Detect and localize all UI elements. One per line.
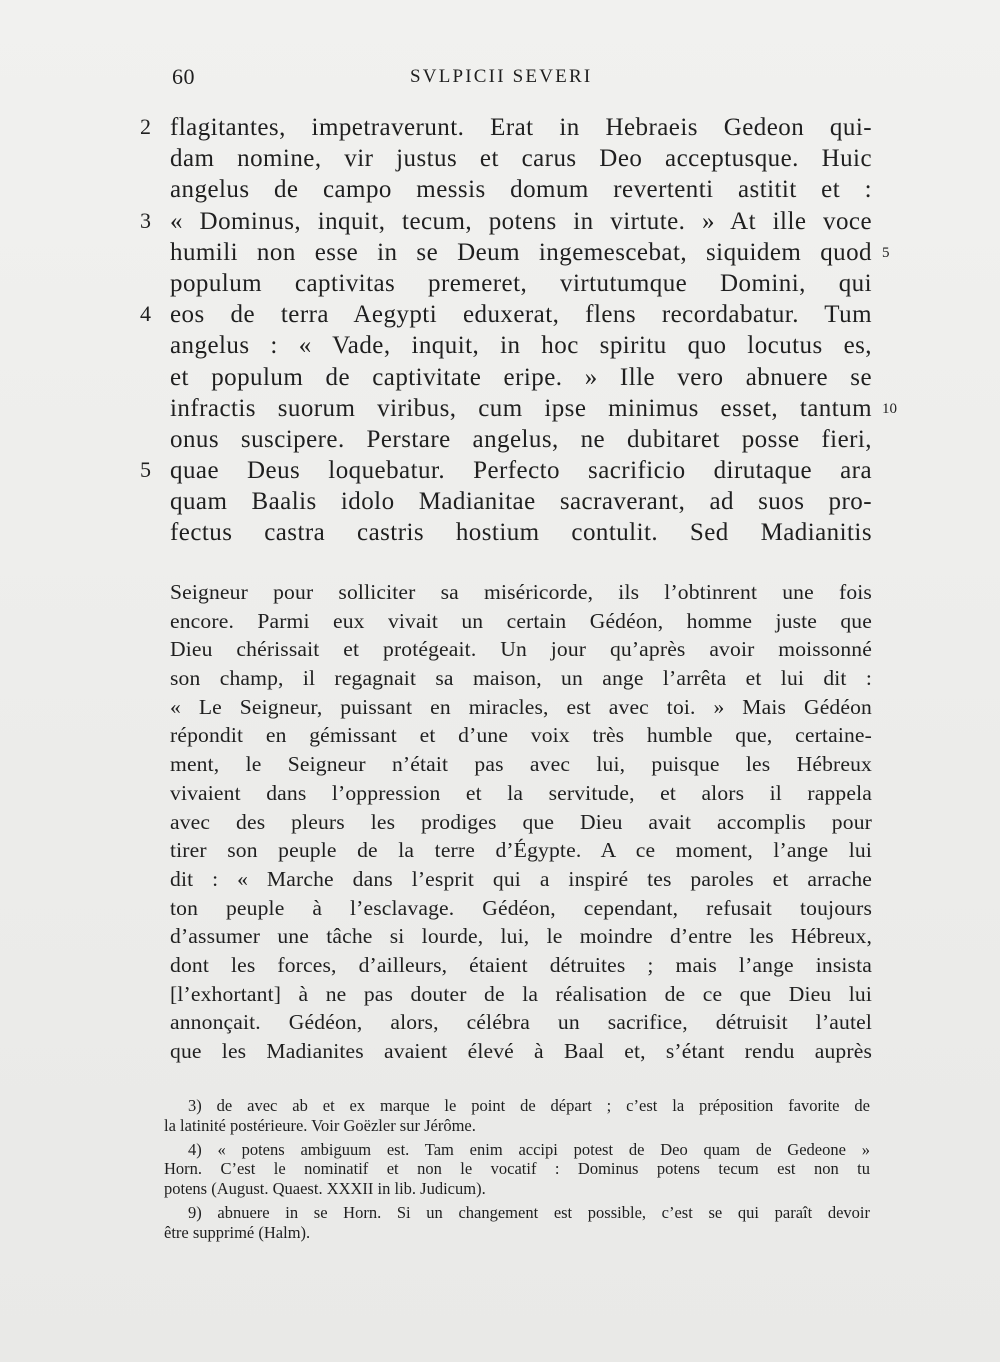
- french-line: annonçait. Gédéon, alors, célébra un sacrifice, détruisit l’autel: [170, 1010, 872, 1035]
- french-translation: [170, 578, 872, 1066]
- latin-line-text: quam Baalis idolo Madianitae sacraverant, ad suos pro-: [170, 488, 872, 516]
- latin-line-text: populum captivitas premeret, virtutumque Domini, qui: [170, 269, 872, 297]
- latin-line: [140, 112, 910, 143]
- french-line: dont les forces, d’ailleurs, étaient détruites ; mais l’ange insista: [170, 952, 872, 977]
- french-line: ton peuple à l’esclavage. Gédéon, cependant, refusait toujours: [170, 895, 872, 920]
- latin-line-text: et populum de captivitate eripe. » Ille vero abnuere se: [170, 363, 872, 391]
- latin-line-text: angelus de campo messis domum revertenti astitit et :: [170, 176, 872, 204]
- french-line: encore. Parmi eux vivait un certain Gédéon, homme juste que: [170, 608, 872, 633]
- latin-line: [140, 143, 910, 174]
- latin-line: [140, 486, 910, 517]
- latin-line: [140, 174, 910, 205]
- section-number: 2: [140, 114, 151, 139]
- french-line: [l’exhortant] à ne pas douter de la réalisation de ce que Dieu lui: [170, 981, 872, 1006]
- french-line: que les Madianites avaient élevé à Baal et, s’étant rendu auprès: [170, 1039, 872, 1063]
- french-line: tirer son peuple de la terre d’Égypte. A ce moment, l’ange lui: [170, 838, 872, 863]
- french-line: avec des pleurs les prodiges que Dieu avait accomplis pour: [170, 809, 872, 834]
- latin-line-text: eos de terra Aegypti eduxerat, flens recordabatur. Tum: [170, 301, 872, 329]
- section-number: 3: [140, 207, 151, 233]
- footnote-3: [164, 1096, 870, 1136]
- latin-line: [140, 393, 910, 424]
- line-number: 5: [882, 244, 890, 261]
- running-title: SVLPICII SEVERI: [410, 66, 593, 87]
- footnote-line: potens (August. Quaest. XXXII in lib. Judicum).: [164, 1179, 486, 1199]
- page-number: 60: [172, 64, 195, 89]
- french-line: Seigneur pour solliciter sa miséricorde, ils l’obtinrent une fois: [170, 580, 872, 604]
- latin-line: [140, 206, 910, 237]
- french-line: répondit en gémissant et d’une voix très humble que, certaine-: [170, 723, 872, 748]
- page-header: [172, 64, 872, 94]
- latin-line: [140, 299, 910, 330]
- footnote-4: [164, 1140, 870, 1199]
- latin-line-text: onus suscipere. Perstare angelus, ne dubitaret posse fieri,: [170, 425, 872, 453]
- footnote-line: Horn. C’est le nominatif et non le vocatif : Dominus potens tecum est non tu: [164, 1159, 870, 1179]
- line-number: 10: [882, 400, 897, 417]
- latin-line: [140, 268, 910, 299]
- footnote-line: 4) « potens ambiguum est. Tam enim accipi potest de Deo quam de Gedeone »: [188, 1139, 870, 1159]
- french-line: vivaient dans l’oppression et la servitude, et alors il rappela: [170, 780, 872, 805]
- french-line: son champ, il regagnait sa maison, un ange l’arrêta et lui dit :: [170, 666, 872, 691]
- footnote-line: 3) de avec ab et ex marque le point de départ ; c’est la préposition favorite de: [188, 1096, 870, 1115]
- french-line: ment, le Seigneur n’était pas avec lui, puisque les Hébreux: [170, 752, 872, 777]
- french-line: d’assumer une tâche si lourde, lui, le moindre d’entre les Hébreux,: [170, 924, 872, 949]
- latin-line: [140, 424, 910, 455]
- footnotes: [164, 1096, 870, 1247]
- footnote-line: être supprimé (Halm).: [164, 1222, 311, 1242]
- footnote-line: la latinité postérieure. Voir Goëzler sur Jérôme.: [164, 1115, 476, 1135]
- latin-line: [140, 362, 910, 393]
- latin-line: [140, 517, 910, 548]
- latin-line: [140, 330, 910, 361]
- latin-line: [140, 237, 910, 268]
- latin-line-text: dam nomine, vir justus et carus Deo acceptusque. Huic: [170, 145, 872, 173]
- latin-line-text: angelus : « Vade, inquit, in hoc spiritu quo locutus es,: [170, 332, 872, 360]
- latin-line-text: « Dominus, inquit, tecum, potens in virtute. » At ille voce: [170, 207, 872, 235]
- latin-line-text: infractis suorum viribus, cum ipse minimus esset, tantum: [170, 394, 872, 422]
- latin-line-text: flagitantes, impetraverunt. Erat in Hebraeis Gedeon qui-: [170, 114, 872, 141]
- latin-line-text: fectus castra castris hostium contulit. Sed Madianitis: [170, 519, 872, 547]
- latin-text: [140, 112, 910, 549]
- latin-line-text: quae Deus loquebatur. Perfecto sacrificio dirutaque ara: [170, 457, 872, 485]
- footnote-9: [164, 1203, 870, 1243]
- footnote-line: 9) abnuere in se Horn. Si un changement est possible, c’est se qui paraît devoir: [188, 1202, 870, 1222]
- latin-line: [140, 455, 910, 486]
- french-line: dit : « Marche dans l’esprit qui a inspiré tes paroles et arrache: [170, 866, 872, 891]
- section-number: 4: [140, 301, 151, 327]
- latin-line-text: humili non esse in se Deum ingemescebat, siquidem quod: [170, 238, 872, 266]
- section-number: 5: [140, 457, 151, 483]
- french-line: Dieu chérissait et protégeait. Un jour qu’après avoir moissonné: [170, 637, 872, 662]
- french-line: « Le Seigneur, puissant en miracles, est avec toi. » Mais Gédéon: [170, 694, 872, 719]
